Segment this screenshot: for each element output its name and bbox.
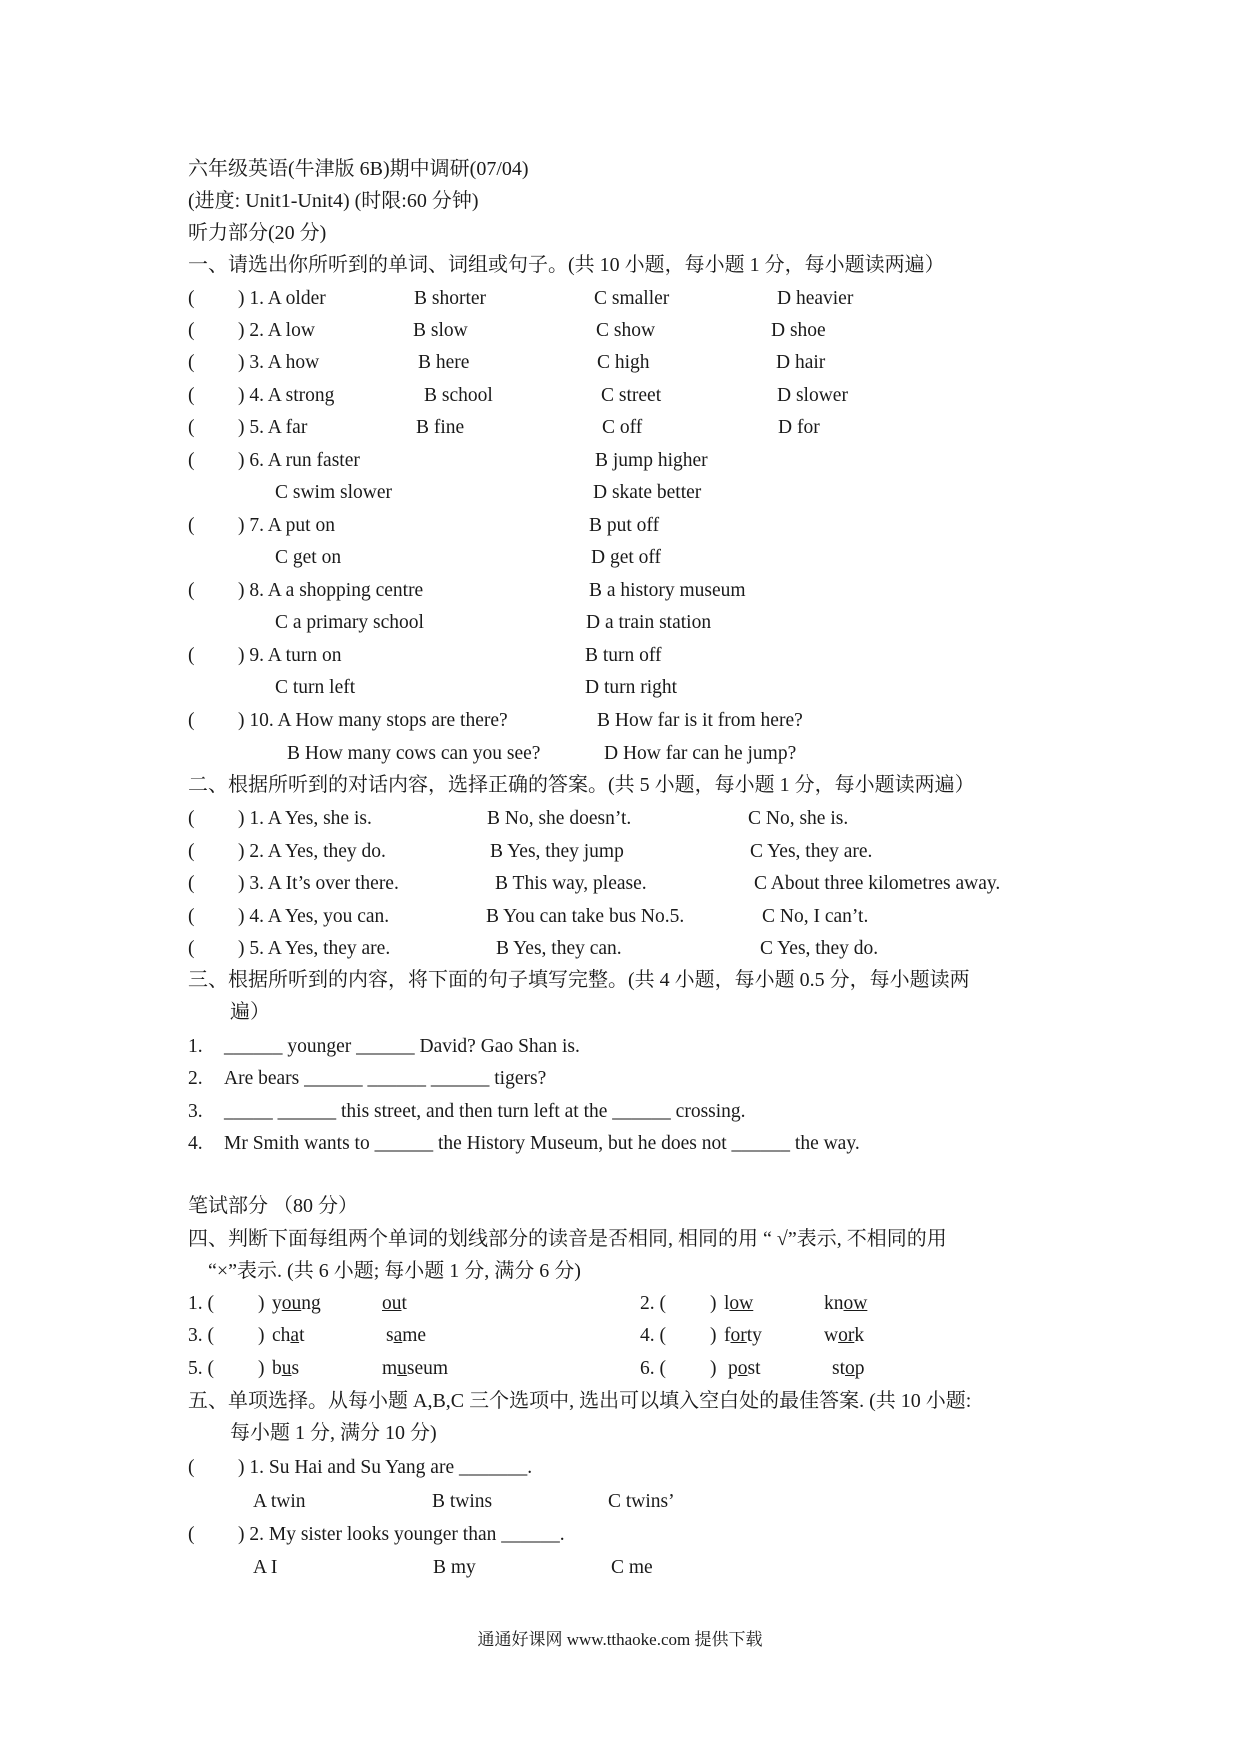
- option-a: ) 5. A Yes, they are.: [238, 938, 391, 959]
- option-c: C swim slower: [275, 482, 392, 503]
- option-c: C No, I can’t.: [762, 906, 869, 927]
- question-stem: ) 2. My sister looks younger than ______.: [238, 1524, 565, 1545]
- option-b: B my: [433, 1557, 476, 1578]
- word-1: chat: [272, 1325, 305, 1346]
- answer-paren[interactable]: (: [188, 320, 195, 341]
- close-paren: ): [258, 1325, 265, 1346]
- answer-paren[interactable]: 3. (: [188, 1325, 214, 1346]
- option-b: B You can take bus No.5.: [486, 906, 685, 927]
- option-a: A twin: [253, 1491, 306, 1512]
- option-a: ) 1. A older: [238, 288, 326, 309]
- answer-paren[interactable]: (: [188, 873, 195, 894]
- exam-scope: (进度: Unit1-Unit4) (时限:60 分钟): [188, 190, 479, 212]
- answer-paren[interactable]: (: [188, 1457, 195, 1478]
- option-b: B fine: [416, 417, 465, 438]
- word-1: post: [728, 1358, 761, 1379]
- close-paren: ): [258, 1358, 265, 1379]
- item-number: 2.: [188, 1068, 203, 1089]
- option-c: C smaller: [594, 288, 670, 309]
- option-d: D skate better: [593, 482, 702, 503]
- fill-sentence[interactable]: Mr Smith wants to ______ the History Museum, but he does not ______ the way.: [224, 1133, 860, 1154]
- part3-heading: 三、根据所听到的内容，将下面的句子填写完整。(共 4 小题，每小题 0.5 分，每小题读两: [188, 969, 970, 991]
- item-number: 3.: [188, 1101, 203, 1122]
- option-b: B shorter: [414, 288, 487, 309]
- underlined-part: ow: [843, 1293, 868, 1314]
- answer-paren[interactable]: 4. (: [640, 1325, 666, 1346]
- answer-paren[interactable]: (: [188, 288, 195, 309]
- option-a: ) 7. A put on: [238, 515, 335, 536]
- option-b: B turn off: [585, 645, 662, 666]
- option-c: C street: [601, 385, 662, 406]
- answer-paren[interactable]: (: [188, 515, 195, 536]
- word-1: young: [272, 1293, 321, 1314]
- close-paren: ): [710, 1358, 717, 1379]
- option-c: B How many cows can you see?: [287, 743, 541, 764]
- option-a: ) 10. A How many stops are there?: [238, 710, 508, 731]
- answer-paren[interactable]: (: [188, 385, 195, 406]
- fill-sentence[interactable]: ______ younger ______ David? Gao Shan is.: [224, 1036, 580, 1057]
- word-2: out: [382, 1293, 407, 1314]
- option-a: ) 2. A Yes, they do.: [238, 841, 386, 862]
- part4-heading: 四、判断下面每组两个单词的划线部分的读音是否相同, 相同的用 “ √”表示, 不相同的用: [188, 1228, 947, 1250]
- option-c: C off: [602, 417, 643, 438]
- close-paren: ): [710, 1293, 717, 1314]
- option-a: ) 3. A how: [238, 352, 320, 373]
- option-c: C turn left: [275, 677, 356, 698]
- option-a: ) 1. A Yes, she is.: [238, 808, 372, 829]
- word-1: bus: [272, 1358, 300, 1379]
- option-d: D turn right: [585, 677, 678, 698]
- underlined-part: ou: [382, 1293, 402, 1314]
- underlined-part: o: [845, 1358, 855, 1379]
- option-d: D How far can he jump?: [604, 743, 797, 764]
- option-d: D slower: [777, 385, 848, 406]
- option-a: ) 3. A It’s over there.: [238, 873, 399, 894]
- answer-paren[interactable]: (: [188, 841, 195, 862]
- option-d: D for: [778, 417, 820, 438]
- written-heading: 笔试部分 （80 分）: [188, 1195, 358, 1217]
- answer-paren[interactable]: (: [188, 645, 195, 666]
- answer-paren[interactable]: (: [188, 1524, 195, 1545]
- word-2: work: [824, 1325, 865, 1346]
- part1-heading: 一、请选出你所听到的单词、词组或句子。(共 10 小题，每小题 1 分，每小题读两遍）: [188, 254, 945, 276]
- option-b: B a history museum: [589, 580, 746, 601]
- option-c: C high: [597, 352, 650, 373]
- word-2: same: [386, 1325, 427, 1346]
- underlined-part: a: [290, 1325, 300, 1346]
- part2-heading: 二、根据所听到的对话内容，选择正确的答案。(共 5 小题，每小题 1 分，每小题读两遍）: [188, 774, 975, 796]
- answer-paren[interactable]: (: [188, 710, 195, 731]
- option-c: C me: [611, 1557, 653, 1578]
- underlined-part: a: [393, 1325, 403, 1346]
- option-b: B Yes, they can.: [496, 938, 622, 959]
- word-2: stop: [832, 1358, 865, 1379]
- option-b: B school: [424, 385, 493, 406]
- option-a: ) 4. A Yes, you can.: [238, 906, 390, 927]
- option-c: C Yes, they do.: [760, 938, 879, 959]
- question-stem: ) 1. Su Hai and Su Yang are _______.: [238, 1457, 533, 1478]
- exam-title: 六年级英语(牛津版 6B)期中调研(07/04): [188, 158, 529, 180]
- answer-paren[interactable]: (: [188, 352, 195, 373]
- part5-heading: 五、单项选择。从每小题 A,B,C 三个选项中, 选出可以填入空白处的最佳答案. (共 10 小题:: [188, 1390, 972, 1412]
- answer-paren[interactable]: (: [188, 417, 195, 438]
- underlined-part: or: [730, 1325, 747, 1346]
- close-paren: ): [258, 1293, 265, 1314]
- option-c: C twins’: [608, 1491, 675, 1512]
- answer-paren[interactable]: 6. (: [640, 1358, 666, 1379]
- option-c: C a primary school: [275, 612, 424, 633]
- listening-heading: 听力部分(20 分): [188, 222, 327, 244]
- footer-credit: 通通好课网 www.tthaoke.com 提供下载: [477, 1630, 763, 1649]
- underlined-part: u: [281, 1358, 292, 1379]
- option-a: ) 8. A a shopping centre: [238, 580, 424, 601]
- option-b: B No, she doesn’t.: [487, 808, 632, 829]
- option-c: C get on: [275, 547, 342, 568]
- fill-sentence[interactable]: Are bears ______ ______ ______ tigers?: [224, 1068, 547, 1089]
- close-paren: ): [710, 1325, 717, 1346]
- answer-paren[interactable]: (: [188, 450, 195, 471]
- answer-paren[interactable]: 5. (: [188, 1358, 214, 1379]
- item-number: 4.: [188, 1133, 203, 1154]
- answer-paren[interactable]: (: [188, 808, 195, 829]
- answer-paren[interactable]: (: [188, 580, 195, 601]
- option-a: ) 6. A run faster: [238, 450, 360, 471]
- option-b: B put off: [589, 515, 660, 536]
- underlined-part: u: [397, 1358, 407, 1379]
- option-c: C Yes, they are.: [750, 841, 873, 862]
- option-a: ) 9. A turn on: [238, 645, 342, 666]
- option-d: D get off: [591, 547, 662, 568]
- option-a: ) 4. A strong: [238, 385, 335, 406]
- option-a: ) 2. A low: [238, 320, 315, 341]
- answer-paren[interactable]: (: [188, 906, 195, 927]
- option-b: B slow: [413, 320, 468, 341]
- underlined-part: o: [737, 1358, 748, 1379]
- answer-paren[interactable]: 2. (: [640, 1293, 666, 1314]
- part3-heading-cont: 遍）: [230, 1001, 270, 1023]
- word-2: museum: [382, 1358, 449, 1379]
- option-b: B twins: [432, 1491, 493, 1512]
- option-d: D hair: [776, 352, 826, 373]
- option-b: B This way, please.: [495, 873, 647, 894]
- option-b: B Yes, they jump: [490, 841, 624, 862]
- option-b: B How far is it from here?: [597, 710, 803, 731]
- option-d: D shoe: [771, 320, 826, 341]
- underlined-part: or: [838, 1325, 855, 1346]
- part5-heading-cont: 每小题 1 分, 满分 10 分): [230, 1422, 437, 1444]
- underlined-part: ow: [729, 1293, 754, 1314]
- option-c: C No, she is.: [748, 808, 849, 829]
- option-d: D heavier: [777, 288, 854, 309]
- answer-paren[interactable]: (: [188, 938, 195, 959]
- fill-sentence[interactable]: _____ ______ this street, and then turn left at the ______ crossing.: [224, 1101, 746, 1122]
- answer-paren[interactable]: 1. (: [188, 1293, 214, 1314]
- option-b: B here: [418, 352, 470, 373]
- option-a: ) 5. A far: [238, 417, 308, 438]
- word-2: know: [824, 1293, 868, 1314]
- option-b: B jump higher: [595, 450, 708, 471]
- word-1: forty: [724, 1325, 762, 1346]
- option-c: C show: [596, 320, 656, 341]
- part4-heading-cont: “×”表示. (共 6 小题; 每小题 1 分, 满分 6 分): [208, 1260, 581, 1282]
- option-c: C About three kilometres away.: [754, 873, 1001, 894]
- item-number: 1.: [188, 1036, 203, 1057]
- option-d: D a train station: [586, 612, 712, 633]
- word-1: low: [724, 1293, 754, 1314]
- underlined-part: ou: [281, 1293, 302, 1314]
- option-a: A I: [253, 1557, 278, 1578]
